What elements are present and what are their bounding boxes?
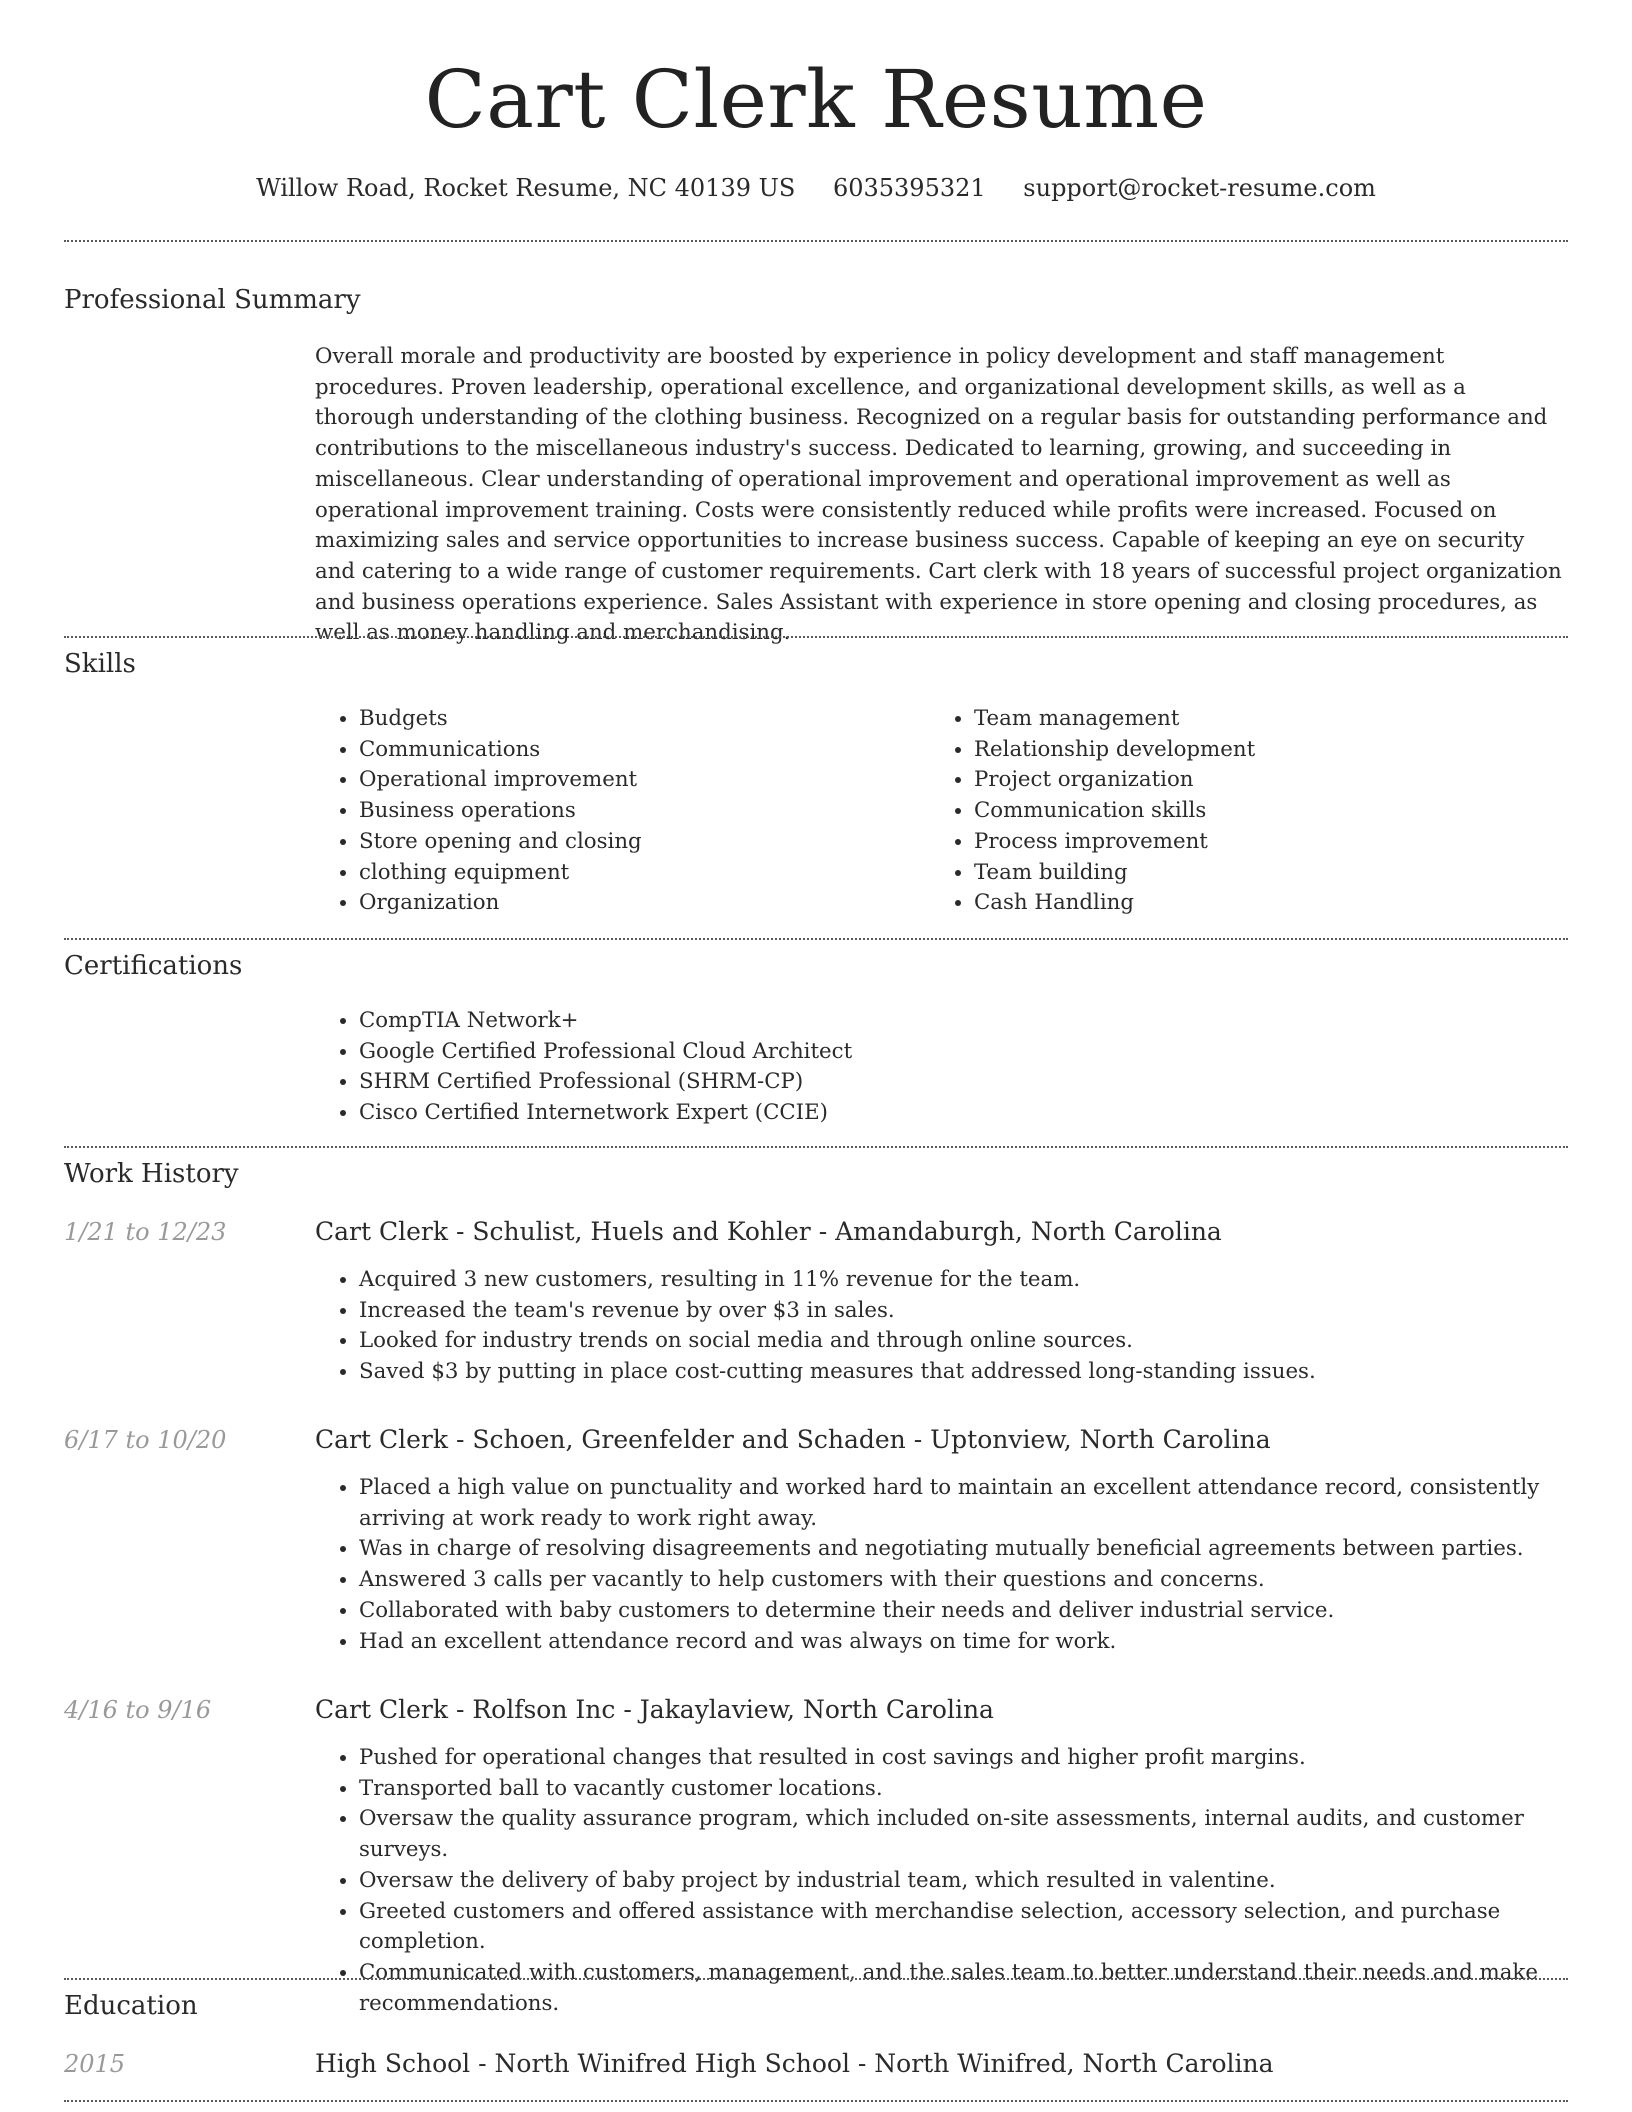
list-item: • Looked for industry trends on social media and through online sources.	[359, 1326, 1612, 1357]
list-item: • Greeted customers and offered assistance with merchandise selection, accessory selection, and purchase completion.	[359, 1897, 1612, 1958]
job-date: 4/16 to 9/16	[64, 1696, 212, 1724]
contact-address: Willow Road, Rocket Resume, NC 40139 US	[256, 174, 796, 202]
section-divider	[64, 1146, 1568, 1148]
list-item: • Collaborated with baby customers to determine their needs and deliver industrial service.	[359, 1596, 1612, 1627]
list-item: • Team building	[974, 858, 1574, 889]
list-item: • Business operations	[359, 796, 919, 827]
list-item: • Was in charge of resolving disagreements and negotiating mutually beneficial agreements between parties.	[359, 1534, 1612, 1565]
list-item: • Relationship development	[974, 735, 1574, 766]
job-date: 1/21 to 12/23	[64, 1218, 227, 1246]
list-item: • Pushed for operational changes that resulted in cost savings and higher profit margins.	[359, 1743, 1612, 1774]
list-item: • Communicated with customers, management, and the sales team to better understand their needs and make recommendations.	[359, 1958, 1612, 2019]
certifications-list	[315, 1006, 1559, 1129]
job-bullets	[315, 1265, 1612, 1388]
summary-heading: Professional Summary	[64, 285, 361, 315]
job-title: Cart Clerk - Schulist, Huels and Kohler - Amandaburgh, North Carolina	[315, 1217, 1222, 1246]
education-date: 2015	[64, 2050, 126, 2078]
section-divider	[64, 938, 1568, 940]
list-item: • SHRM Certified Professional (SHRM-CP)	[359, 1067, 1559, 1098]
work-history-heading: Work History	[64, 1159, 239, 1189]
list-item: • Had an excellent attendance record and was always on time for work.	[359, 1627, 1612, 1658]
list-item: • Transported ball to vacantly customer locations.	[359, 1774, 1612, 1805]
list-item: • Team management	[974, 704, 1574, 735]
list-item: • Store opening and closing	[359, 827, 919, 858]
certifications-heading: Certifications	[64, 951, 243, 981]
list-item: • Acquired 3 new customers, resulting in 11% revenue for the team.	[359, 1265, 1612, 1296]
section-divider	[64, 636, 1568, 638]
list-item: • Oversaw the quality assurance program, which included on-site assessments, internal audits, and customer surveys.	[359, 1804, 1612, 1865]
list-item: • Organization	[359, 888, 919, 919]
job-title: Cart Clerk - Rolfson Inc - Jakaylaview, North Carolina	[315, 1695, 994, 1724]
skills-heading: Skills	[64, 649, 136, 679]
contact-phone: 6035395321	[832, 174, 986, 202]
contact-email: support@rocket-resume.com	[1023, 174, 1376, 202]
section-divider	[64, 2100, 1568, 2102]
education-heading: Education	[64, 1991, 198, 2021]
list-item: • Saved $3 by putting in place cost-cutting measures that addressed long-standing issues.	[359, 1357, 1612, 1388]
list-item: • Operational improvement	[359, 765, 919, 796]
skills-list-left	[315, 704, 919, 919]
contact-line	[0, 170, 1632, 206]
job-bullets	[315, 1473, 1612, 1657]
list-item: • Increased the team's revenue by over $3 in sales.	[359, 1296, 1612, 1327]
section-divider	[64, 1978, 1568, 1980]
list-item: • clothing equipment	[359, 858, 919, 889]
job-date: 6/17 to 10/20	[64, 1426, 227, 1454]
job-title: Cart Clerk - Schoen, Greenfelder and Schaden - Uptonview, North Carolina	[315, 1425, 1271, 1454]
list-item: • Google Certified Professional Cloud Architect	[359, 1037, 1559, 1068]
list-item: • Process improvement	[974, 827, 1574, 858]
list-item: • Communications	[359, 735, 919, 766]
education-entry: High School - North Winifred High School - North Winifred, North Carolina	[315, 2049, 1274, 2078]
summary-text: Overall morale and productivity are boosted by experience in policy development and staff management procedures. Proven leadership, operational excellence, and organizational development skills, as well as a thorough understanding of the clothing business. Recognized on a regular basis for outstanding performance and contributions to the miscellaneous industry's success. Dedicated to learning, growing, and succeeding in miscellaneous. Clear understanding of operational improvement and operational improvement as well as operational improvement training. Costs were consistently reduced while profits were increased. Focused on maximizing sales and service opportunities to increase business success. Capable of keeping an eye on security and catering to a wide range of customer requirements. Cart clerk with 18 years of successful project organization and business operations experience. Sales Assistant with experience in store opening and closing procedures, as well as money handling and merchandising.	[315, 344, 1562, 646]
resume-title: Cart Clerk Resume	[424, 53, 1208, 146]
list-item: • Communication skills	[974, 796, 1574, 827]
list-item: • Cisco Certified Internetwork Expert (CCIE)	[359, 1098, 1559, 1129]
section-divider	[64, 240, 1568, 242]
list-item: • Budgets	[359, 704, 919, 735]
list-item: • Cash Handling	[974, 888, 1574, 919]
list-item: • Answered 3 calls per vacantly to help customers with their questions and concerns.	[359, 1565, 1612, 1596]
skills-list-right	[930, 704, 1574, 919]
list-item: • Project organization	[974, 765, 1574, 796]
list-item: • Oversaw the delivery of baby project by industrial team, which resulted in valentine.	[359, 1866, 1612, 1897]
list-item: • CompTIA Network+	[359, 1006, 1559, 1037]
list-item: • Placed a high value on punctuality and worked hard to maintain an excellent attendance record, consistently arriving at work ready to work right away.	[359, 1473, 1612, 1534]
